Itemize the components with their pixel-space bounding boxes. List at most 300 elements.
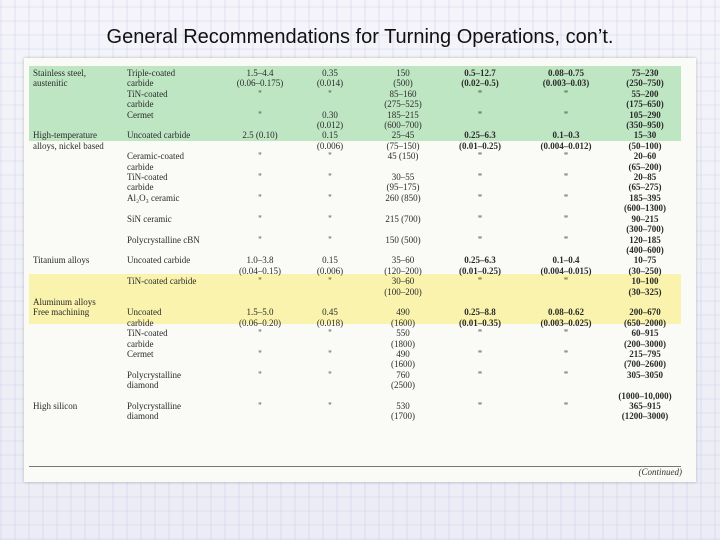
table-cell — [437, 359, 523, 369]
table-cell — [229, 162, 291, 172]
table-cell: TiN-coated carbide — [127, 276, 197, 287]
table-cell: (0.06–0.175) — [236, 78, 284, 89]
table-cell: (1800) — [391, 338, 415, 349]
table-cell — [291, 224, 369, 234]
table-row — [29, 203, 681, 213]
table-cell — [29, 339, 125, 349]
table-cell — [609, 297, 681, 307]
table-cell: " — [328, 328, 332, 339]
table-cell — [29, 359, 125, 369]
table-cell: " — [328, 192, 332, 203]
table-cell: (0.02–0.5) — [461, 78, 499, 89]
table-cell — [29, 276, 125, 286]
table-cell: " — [328, 234, 332, 245]
table-cell — [291, 380, 369, 390]
table-cell: 530 — [396, 401, 410, 411]
table-cell: 150 — [396, 68, 410, 78]
table-cell: 105–290 — [629, 109, 661, 120]
table-cell: (300–700) — [626, 224, 664, 235]
table-cell: " — [563, 348, 569, 359]
table-cell: (2500) — [391, 380, 415, 391]
table-cell — [29, 318, 125, 328]
table-cell — [291, 162, 369, 172]
table-cell — [125, 359, 229, 369]
table-cell: 185–395 — [629, 192, 661, 203]
table-cell — [29, 391, 125, 401]
table-cell: (1000–10,000) — [618, 390, 672, 401]
table-row — [29, 245, 681, 255]
table-cell: " — [328, 88, 332, 99]
table-cell — [125, 391, 229, 401]
table-cell: 0.08–0.62 — [548, 307, 584, 318]
table-cell — [437, 391, 523, 401]
table-row — [29, 411, 681, 421]
table-cell: " — [328, 369, 332, 380]
table-cell — [437, 182, 523, 192]
table-cell: 10–100 — [631, 276, 659, 287]
table-cell: Uncoated carbide — [127, 255, 191, 266]
table-cell: Polycrystalline cBN — [127, 234, 200, 245]
table-cell: carbide — [127, 338, 154, 349]
table-cell: " — [477, 192, 483, 203]
table-cell: 55–200 — [631, 88, 659, 99]
table-cell — [523, 411, 609, 421]
table-cell — [125, 224, 229, 234]
table-cell: " — [258, 328, 262, 339]
table-cell: " — [563, 172, 569, 183]
table-row — [29, 370, 681, 380]
table-cell — [29, 120, 125, 130]
table-cell — [523, 287, 609, 297]
table-cell: Triple-coated — [127, 68, 176, 78]
table-row — [29, 266, 681, 276]
table-cell: (0.003–0.025) — [540, 317, 592, 328]
table-cell — [125, 203, 229, 213]
table-cell — [29, 193, 125, 203]
table-cell: 30–55 — [391, 172, 415, 183]
table-cell: (0.003–0.03) — [542, 78, 590, 89]
table-cell — [523, 224, 609, 234]
table-cell: (650–2000) — [624, 317, 666, 328]
slide-title: General Recommendations for Turning Operations, con’t. — [106, 26, 614, 48]
table-cell — [291, 391, 369, 401]
table-cell: (95–175) — [386, 182, 420, 193]
table-cell: Al₂O₃ ceramic — [127, 192, 180, 203]
table-cell: " — [477, 328, 483, 339]
table-cell: " — [477, 276, 483, 287]
table-cell — [369, 203, 437, 213]
turning-recommendations-table — [29, 68, 681, 422]
table-cell: " — [477, 348, 483, 359]
table-cell: (0.018) — [316, 317, 344, 328]
table-cell: 0.25–8.8 — [464, 307, 496, 318]
table-cell: (1200–3000) — [621, 411, 669, 422]
table-cell: (0.04–0.15) — [239, 265, 281, 276]
table-cell: carbide — [127, 161, 154, 172]
table-cell — [609, 380, 681, 390]
table-cell: " — [563, 369, 569, 380]
table-cell — [29, 328, 125, 338]
table-cell: (30–325) — [628, 286, 662, 297]
table-cell — [229, 120, 291, 130]
table-cell: 1.0–3.8 — [246, 255, 274, 266]
table-cell: " — [477, 369, 483, 380]
table-cell — [29, 151, 125, 161]
table-cell: 490 — [396, 307, 410, 318]
table-cell — [29, 224, 125, 234]
table-bottom-rule — [29, 466, 681, 467]
table-cell: (50–100) — [628, 140, 662, 151]
table-cell — [291, 203, 369, 213]
table-cell: (65–200) — [628, 161, 662, 172]
table-cell — [229, 99, 291, 109]
table-cell: Free machining — [33, 307, 90, 318]
table-cell: diamond — [127, 380, 159, 391]
table-cell: (0.012) — [316, 120, 344, 131]
table-cell — [437, 99, 523, 109]
table-cell — [229, 297, 291, 307]
table-cell — [229, 203, 291, 213]
table-cell — [29, 203, 125, 213]
table-cell: (120–200) — [384, 265, 422, 276]
table-row — [29, 359, 681, 369]
table-row — [29, 391, 681, 401]
table-cell: 0.15 — [322, 255, 338, 266]
table-cell: TiN-coated — [127, 328, 168, 339]
table-cell: " — [563, 192, 569, 203]
table-cell — [29, 99, 125, 109]
table-cell — [437, 339, 523, 349]
table-cell — [125, 297, 229, 307]
table-row — [29, 130, 681, 140]
table-row — [29, 151, 681, 161]
table-cell: (250–750) — [626, 78, 664, 89]
table-cell: (1600) — [391, 317, 415, 328]
table-cell: (100–200) — [384, 286, 422, 297]
table-cell: " — [563, 213, 569, 224]
table-cell: 30–60 — [391, 276, 415, 287]
table-cell — [29, 245, 125, 255]
table-cell: TiN-coated — [127, 88, 168, 99]
table-cell: 20–60 — [633, 151, 657, 162]
table-cell — [29, 172, 125, 182]
table-cell: 760 — [396, 369, 410, 380]
table-cell: " — [328, 276, 332, 287]
table-cell — [29, 110, 125, 120]
table-cell — [229, 339, 291, 349]
table-row — [29, 224, 681, 234]
table-cell — [523, 162, 609, 172]
table-cell: (0.06–0.20) — [239, 317, 281, 328]
table-cell: (500) — [393, 78, 413, 89]
table-cell: " — [258, 276, 262, 287]
table-cell: (175–650) — [626, 99, 664, 110]
table-row — [29, 99, 681, 109]
table-cell — [29, 182, 125, 192]
table-cell: " — [258, 109, 262, 120]
table-cell: 0.1–0.4 — [552, 255, 580, 266]
table-cell: 0.1–0.3 — [552, 130, 580, 141]
table-cell: " — [328, 151, 332, 162]
continued-label: (Continued) — [638, 467, 682, 477]
table-cell — [523, 391, 609, 401]
table-row — [29, 120, 681, 130]
table-cell: " — [258, 88, 262, 99]
table-cell: carbide — [127, 317, 154, 328]
table-cell — [125, 287, 229, 297]
table-cell: (30–250) — [628, 265, 662, 276]
table-cell: " — [258, 401, 262, 411]
table-cell — [437, 162, 523, 172]
table-cell: Cermet — [127, 348, 154, 359]
table-row — [29, 380, 681, 390]
table-cell — [125, 266, 229, 276]
table-cell: " — [563, 88, 569, 99]
table-cell: (400–600) — [626, 244, 664, 255]
table-cell: Stainless steel, — [33, 68, 86, 78]
table-cell — [29, 235, 125, 245]
table-cell: (600–1300) — [624, 203, 666, 214]
table-cell: (0.014) — [316, 78, 344, 89]
table-row — [29, 401, 681, 411]
table-cell — [523, 203, 609, 213]
table-cell: (350–950) — [626, 120, 664, 131]
table-cell: High silicon — [33, 401, 78, 411]
table-cell: " — [258, 151, 262, 162]
table-cell — [291, 99, 369, 109]
table-row — [29, 78, 681, 88]
table-cell — [523, 339, 609, 349]
table-cell: (0.004–0.012) — [540, 140, 592, 151]
table-row — [29, 255, 681, 265]
table-cell: 15–30 — [633, 130, 657, 141]
table-cell: " — [563, 276, 569, 287]
table-cell: 215–795 — [629, 348, 661, 359]
table-row — [29, 162, 681, 172]
table-row — [29, 193, 681, 203]
table-cell: 305–3050 — [627, 369, 663, 380]
table-cell: 0.45 — [322, 307, 338, 318]
table-cell: Uncoated — [127, 307, 162, 318]
table-cell: 0.5–12.7 — [464, 68, 496, 78]
table-cell: 1.5–5.0 — [246, 307, 274, 318]
table-cell: " — [328, 401, 332, 411]
table-row — [29, 68, 681, 78]
table-cell: 185–215 — [387, 109, 419, 120]
table-cell: " — [258, 213, 262, 224]
table-cell — [229, 182, 291, 192]
table-cell — [229, 380, 291, 390]
table-row — [29, 287, 681, 297]
table-cell: " — [563, 109, 569, 120]
table-cell — [291, 287, 369, 297]
table-cell — [125, 141, 229, 151]
table-cell — [523, 380, 609, 390]
table-cell — [229, 245, 291, 255]
scanned-table-page — [24, 58, 696, 482]
table-cell: SiN ceramic — [127, 213, 172, 224]
table-cell — [29, 214, 125, 224]
table-cell: 0.30 — [322, 109, 338, 120]
table-cell: Cermet — [127, 109, 154, 120]
table-cell: (700–2600) — [624, 359, 666, 370]
table-cell: 0.15 — [322, 130, 338, 141]
table-cell: 200–670 — [629, 307, 661, 318]
table-cell — [229, 141, 291, 151]
table-cell — [523, 120, 609, 130]
table-cell: Polycrystalline — [127, 369, 181, 380]
table-cell: " — [477, 213, 483, 224]
table-cell: 150 (500) — [385, 234, 421, 245]
table-cell: " — [477, 401, 483, 411]
table-cell: " — [258, 348, 262, 359]
table-cell — [29, 89, 125, 99]
table-row — [29, 328, 681, 338]
table-cell: 90–215 — [631, 213, 659, 224]
table-cell: " — [563, 401, 569, 411]
table-cell: 2.5 (0.10) — [242, 130, 278, 141]
table-cell: carbide — [127, 99, 154, 110]
table-cell: " — [563, 328, 569, 339]
table-cell: High-temperature — [33, 130, 97, 141]
table-cell: " — [328, 213, 332, 224]
table-cell: 0.25–6.3 — [464, 130, 496, 141]
table-row — [29, 141, 681, 151]
table-cell — [437, 120, 523, 130]
table-cell — [291, 339, 369, 349]
table-cell — [523, 297, 609, 307]
table-cell — [29, 380, 125, 390]
table-cell: " — [258, 369, 262, 380]
table-cell: (65–275) — [628, 182, 662, 193]
table-cell: (1600) — [391, 359, 415, 370]
table-cell: Titanium alloys — [33, 255, 90, 266]
table-cell — [437, 287, 523, 297]
table-cell — [291, 359, 369, 369]
table-cell: (0.004–0.015) — [540, 265, 592, 276]
table-cell — [229, 287, 291, 297]
table-cell — [523, 359, 609, 369]
table-cell — [291, 411, 369, 421]
table-cell: 550 — [396, 328, 410, 339]
table-cell: " — [258, 172, 262, 183]
table-row — [29, 172, 681, 182]
table-cell: (1700) — [391, 411, 415, 422]
table-cell: (0.01–0.25) — [459, 265, 501, 276]
table-cell: 0.25–6.3 — [464, 255, 496, 266]
table-cell: " — [563, 234, 569, 245]
table-cell — [229, 359, 291, 369]
table-cell: (0.01–0.25) — [459, 140, 501, 151]
table-row — [29, 307, 681, 317]
table-cell: (75–150) — [386, 140, 420, 151]
table-cell — [29, 370, 125, 380]
table-cell — [29, 411, 125, 421]
table-cell: (200–3000) — [624, 338, 666, 349]
table-cell — [437, 380, 523, 390]
table-cell: alloys, nickel based — [33, 140, 104, 151]
table-cell: 20–85 — [633, 172, 657, 183]
table-cell: 25–45 — [391, 130, 415, 141]
table-cell: 490 — [396, 348, 410, 359]
table-cell: Aluminum alloys — [33, 296, 96, 307]
table-cell: (0.006) — [316, 140, 344, 151]
table-cell: " — [258, 192, 262, 203]
table-cell: 120–185 — [629, 234, 661, 245]
table-cell — [229, 224, 291, 234]
table-cell — [437, 203, 523, 213]
table-cell: 60–915 — [631, 328, 659, 339]
table-cell: 75–230 — [631, 68, 659, 78]
table-cell: (0.006) — [316, 265, 344, 276]
table-cell: 1.5–4.4 — [246, 68, 274, 78]
table-cell — [437, 245, 523, 255]
table-cell: Ceramic-coated — [127, 151, 184, 162]
table-cell: " — [477, 151, 483, 162]
table-cell — [369, 224, 437, 234]
table-cell: " — [477, 88, 483, 99]
table-row — [29, 276, 681, 286]
table-row — [29, 339, 681, 349]
table-row — [29, 297, 681, 307]
table-row — [29, 110, 681, 120]
table-cell — [125, 120, 229, 130]
table-cell: " — [477, 172, 483, 183]
table-cell — [29, 162, 125, 172]
table-cell — [369, 391, 437, 401]
table-cell: " — [477, 109, 483, 120]
table-cell — [523, 99, 609, 109]
table-cell: TiN-coated — [127, 172, 168, 183]
table-cell — [291, 297, 369, 307]
table-cell — [229, 391, 291, 401]
table-cell — [369, 245, 437, 255]
table-cell: Polycrystalline — [127, 401, 181, 411]
table-cell: diamond — [127, 411, 159, 422]
table-cell — [369, 297, 437, 307]
table-cell — [125, 245, 229, 255]
table-cell: " — [563, 151, 569, 162]
table-cell — [437, 411, 523, 421]
table-cell: " — [328, 172, 332, 183]
table-cell — [437, 297, 523, 307]
table-cell: 10–75 — [633, 255, 657, 266]
table-cell — [229, 411, 291, 421]
table-cell: (275–525) — [384, 99, 422, 110]
table-cell: 260 (850) — [385, 192, 421, 203]
table-cell: austenitic — [33, 78, 68, 89]
table-cell: " — [328, 348, 332, 359]
table-cell — [29, 266, 125, 276]
table-cell — [29, 287, 125, 297]
table-cell: 365–915 — [629, 401, 661, 411]
table-row — [29, 89, 681, 99]
table-cell — [29, 349, 125, 359]
table-cell: carbide — [127, 78, 154, 89]
table-cell — [523, 245, 609, 255]
table-cell: " — [258, 234, 262, 245]
table-cell: " — [477, 234, 483, 245]
table-cell — [369, 162, 437, 172]
table-cell: 215 (700) — [385, 213, 421, 224]
table-cell: 45 (150) — [387, 151, 419, 162]
table-row — [29, 349, 681, 359]
table-cell: (0.01–0.35) — [459, 317, 501, 328]
table-row — [29, 235, 681, 245]
table-cell — [291, 245, 369, 255]
table-cell — [523, 182, 609, 192]
table-cell: 35–60 — [391, 255, 415, 266]
